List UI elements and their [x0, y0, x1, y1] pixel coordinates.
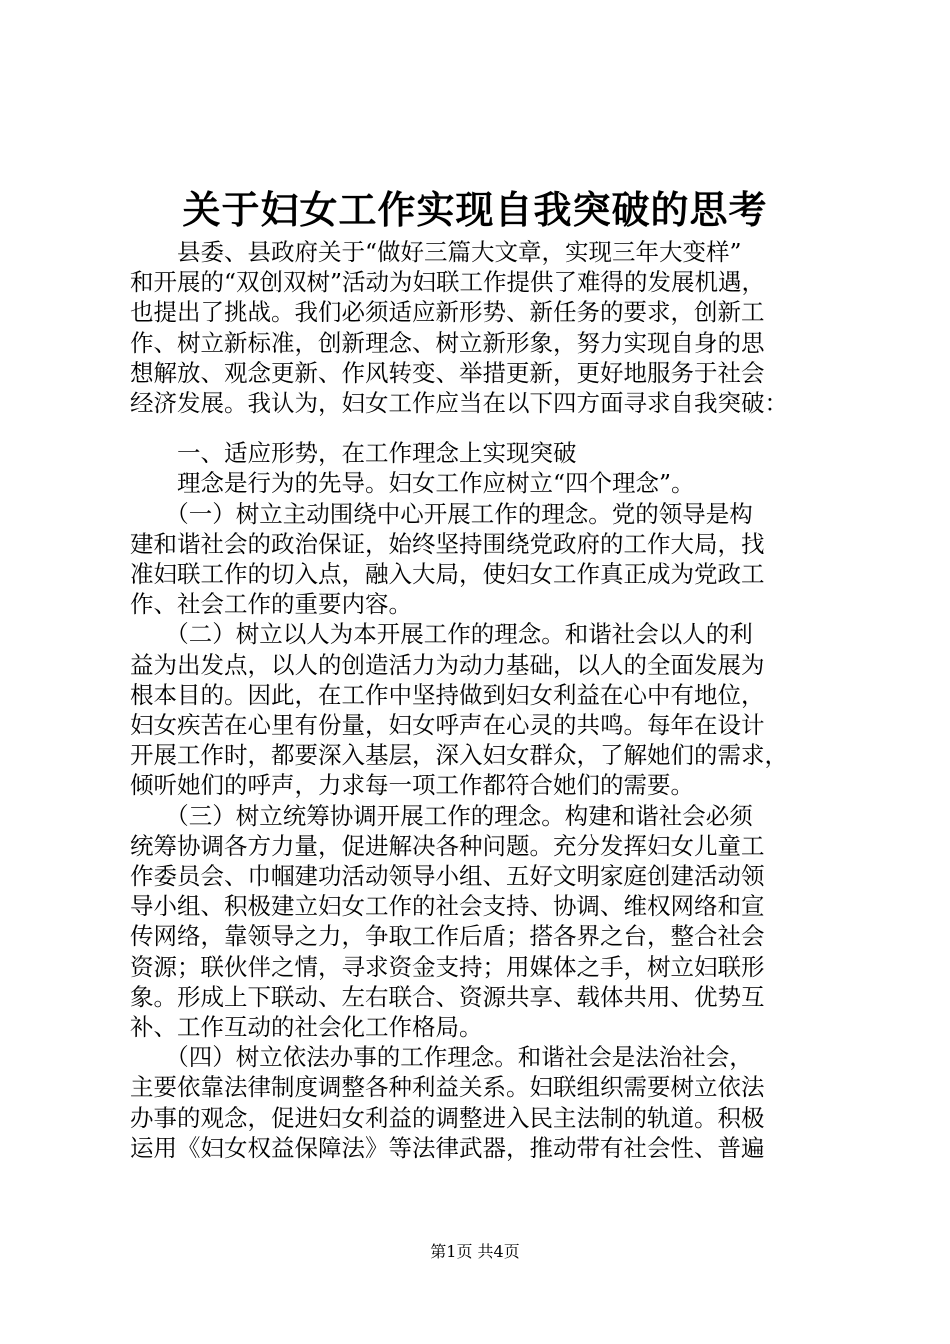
- body-line: 导小组、积极建立妇女工作的社会支持、协调、维权网络和宣: [130, 892, 765, 921]
- body-line: 运用《妇女权益保障法》等法律武器，推动带有社会性、普遍: [130, 1133, 765, 1162]
- body-line: 建和谐社会的政治保证，始终坚持围绕党政府的工作大局，找: [130, 529, 765, 558]
- body-line: 准妇联工作的切入点，融入大局，使妇女工作真正成为党政工: [130, 560, 765, 588]
- body-line: 益为出发点，以人的创造活力为动力基础，以人的全面发展为: [130, 650, 765, 679]
- page-number: 第1页 共4页: [430, 1242, 520, 1261]
- body-line: 资源；联伙伴之情，寻求资金支持；用媒体之手，树立妇联形: [130, 952, 765, 981]
- body-line: 作、树立新标准，创新理念、树立新形象，努力实现自身的思: [130, 328, 765, 357]
- body-line: 理念是行为的先导。妇女工作应树立“四个理念”。: [130, 469, 695, 498]
- body-line: 妇女疾苦在心里有份量，妇女呼声在心灵的共鸣。每年在设计: [130, 711, 765, 739]
- body-line: 象。形成上下联动、左右联合、资源共享、载体共用、优势互: [130, 982, 765, 1011]
- body-line: 主要依靠法律制度调整各种利益关系。妇联组织需要树立依法: [130, 1073, 765, 1102]
- body-line: 县委、县政府关于“做好三篇大文章，实现三年大变样”: [130, 238, 742, 266]
- body-line: 根本目的。因此，在工作中坚持做到妇女利益在心中有地位，: [130, 680, 765, 709]
- body-line: 统筹协调各方力量，促进解决各种问题。充分发挥妇女儿童工: [130, 831, 765, 860]
- body-line: 和开展的“双创双树”活动为妇联工作提供了难得的发展机遇，: [130, 268, 766, 297]
- section-heading: 一、适应形势，在工作理念上实现突破: [130, 439, 577, 468]
- body-line: 经济发展。我认为，妇女工作应当在以下四方面寻求自我突破：: [130, 389, 788, 417]
- body-line: 作、社会工作的重要内容。: [130, 590, 412, 619]
- body-line: 办事的观念，促进妇女利益的调整进入民主法制的轨道。积极: [130, 1103, 765, 1132]
- body-line: 开展工作时，都要深入基层，深入妇女群众，了解她们的需求，: [130, 741, 788, 770]
- body-line: 作委员会、巾帼建功活动领导小组、五好文明家庭创建活动领: [130, 862, 765, 890]
- body-line: 倾听她们的呼声，力求每一项工作都符合她们的需要。: [130, 771, 694, 800]
- page-title: 关于妇女工作实现自我突破的思考: [182, 187, 768, 232]
- body-line: 补、工作互动的社会化工作格局。: [130, 1013, 483, 1041]
- body-line: 想解放、观念更新、作风转变、举措更新，更好地服务于社会: [130, 358, 765, 387]
- body-line: 传网络，靠领导之力，争取工作后盾；搭各界之台，整合社会: [130, 922, 765, 951]
- body-line: 也提出了挑战。我们必须适应新形势、新任务的要求，创新工: [130, 298, 765, 327]
- body-line: （三）树立统筹协调开展工作的理念。构建和谐社会必须: [130, 801, 753, 830]
- body-line: （二）树立以人为本开展工作的理念。和谐社会以人的利: [130, 620, 753, 649]
- body-line: （一）树立主动围绕中心开展工作的理念。党的领导是构: [130, 499, 753, 528]
- body-line: （四）树立依法办事的工作理念。和谐社会是法治社会，: [130, 1043, 753, 1072]
